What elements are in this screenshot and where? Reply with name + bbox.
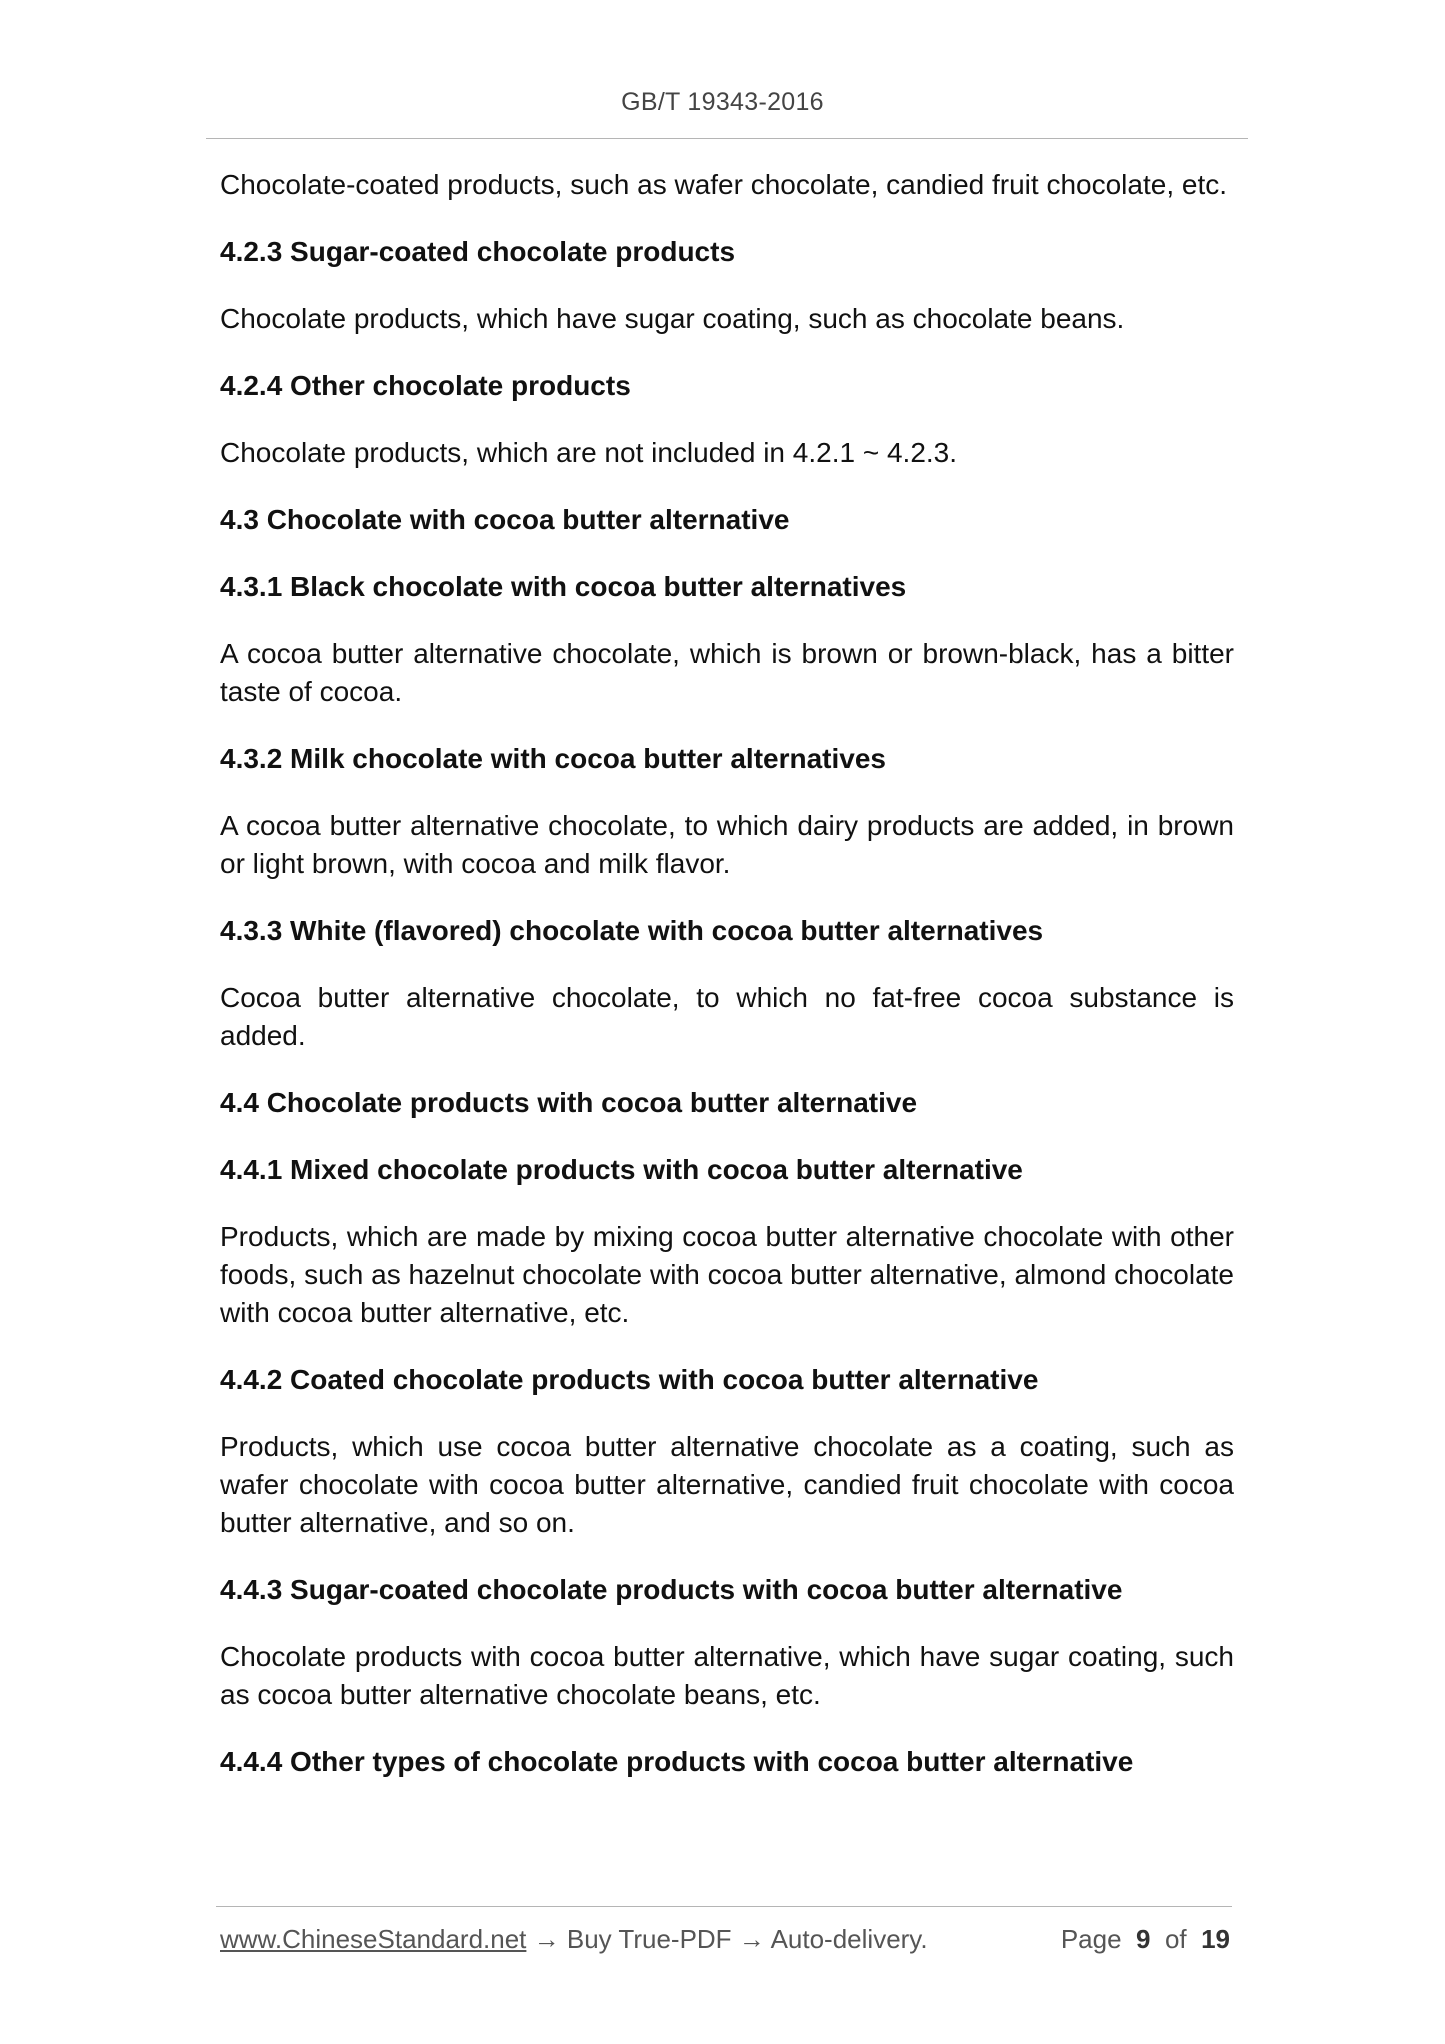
section-heading: 4.3 Chocolate with cocoa butter alternative (220, 504, 790, 535)
website-link[interactable]: www.ChineseStandard.net (220, 1924, 527, 1954)
page-footer (220, 1924, 1230, 1958)
page-label: Page (1060, 1924, 1122, 1954)
paragraph: Products, which are made by mixing cocoa butter alternative chocolate with other foods, such as hazelnut chocolate with cocoa butter alternative, almond chocolate with cocoa butter alternative, etc. (220, 1221, 1234, 1328)
section-heading: 4.3.2 Milk chocolate with cocoa butter alternatives (220, 743, 886, 774)
document-header: GB/T 19343-2016 (621, 88, 824, 116)
paragraph: Cocoa butter alternative chocolate, to which no fat-free cocoa substance is added. (220, 982, 1234, 1051)
page-indicator (1061, 1924, 1230, 1955)
section-heading: 4.4.3 Sugar-coated chocolate products with cocoa butter alternative (220, 1574, 1123, 1605)
paragraph: A cocoa butter alternative chocolate, to which dairy products are added, in brown or light brown, with cocoa and milk flavor. (220, 810, 1234, 879)
section-heading: 4.2.3 Sugar-coated chocolate products (220, 236, 736, 267)
section-heading: 4.4 Chocolate products with cocoa butter alternative (220, 1087, 918, 1118)
header-divider (206, 138, 1248, 139)
paragraph: Chocolate-coated products, such as wafer chocolate, candied fruit chocolate, etc. (220, 169, 1228, 200)
section-heading: 4.3.1 Black chocolate with cocoa butter alternatives (220, 571, 907, 602)
footer-divider (216, 1906, 1232, 1907)
footer-tagline: → Buy True-PDF → Auto-delivery. (526, 1924, 928, 1954)
paragraph: Chocolate products with cocoa butter alternative, which have sugar coating, such as cocoa butter alternative chocolate beans, etc. (220, 1641, 1234, 1710)
section-heading: 4.3.3 White (flavored) chocolate with cocoa butter alternatives (220, 915, 1044, 946)
paragraph: Chocolate products, which are not included in 4.2.1 ~ 4.2.3. (220, 437, 958, 468)
paragraph: A cocoa butter alternative chocolate, which is brown or brown-black, has a bitter taste of cocoa. (220, 638, 1234, 707)
section-heading: 4.4.2 Coated chocolate products with cocoa butter alternative (220, 1364, 1039, 1395)
section-heading: 4.4.4 Other types of chocolate products with cocoa butter alternative (220, 1746, 1134, 1777)
footer-left (220, 1924, 928, 1955)
paragraph: Products, which use cocoa butter alternative chocolate as a coating, such as wafer chocolate with cocoa butter alternative, candied fruit chocolate with cocoa butter alternative, and so on. (220, 1431, 1234, 1538)
section-heading: 4.2.4 Other chocolate products (220, 370, 631, 401)
of-label: of (1164, 1924, 1187, 1954)
document-body (220, 166, 1234, 1810)
section-heading: 4.4.1 Mixed chocolate products with cocoa butter alternative (220, 1154, 1023, 1185)
paragraph: Chocolate products, which have sugar coating, such as chocolate beans. (220, 303, 1125, 334)
current-page-number: 9 (1136, 1924, 1151, 1954)
total-pages-number: 19 (1201, 1924, 1230, 1954)
